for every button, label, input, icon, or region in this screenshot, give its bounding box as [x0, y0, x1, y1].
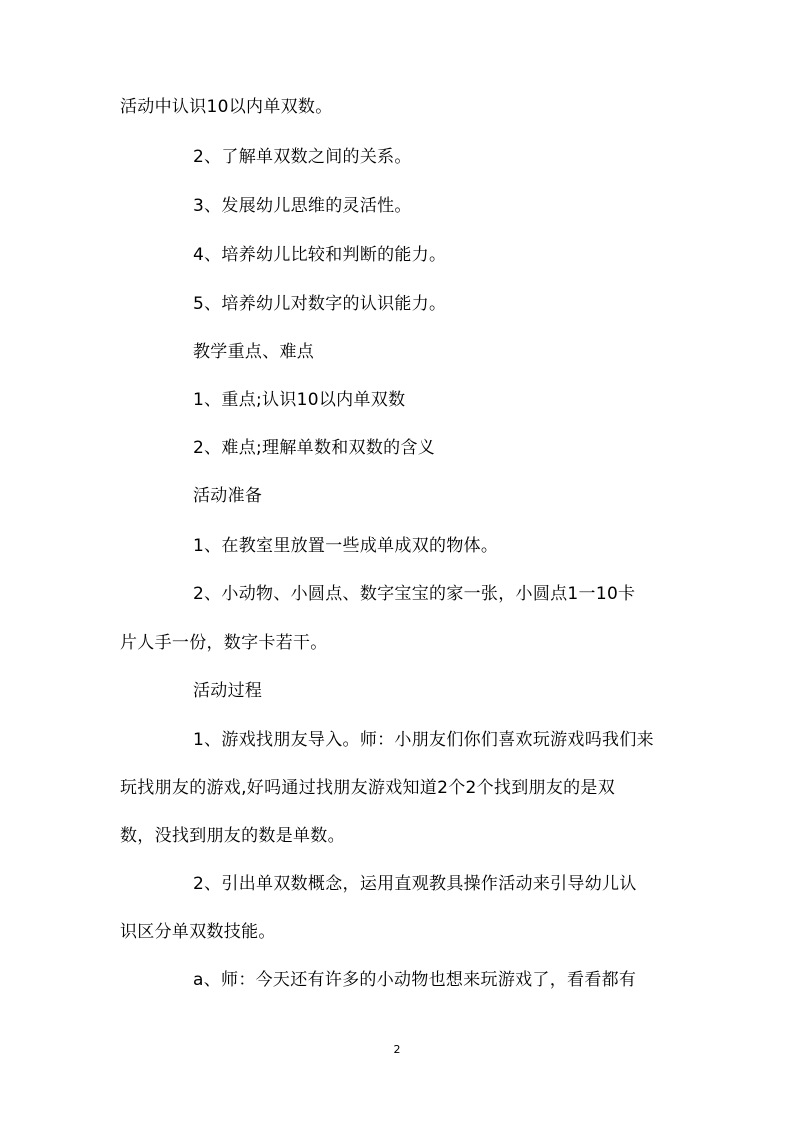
paragraph-line: 活动中认识10以内单双数。	[120, 97, 333, 117]
paragraph-line: 1、在教室里放置一些成单成双的物体。	[193, 536, 499, 556]
paragraph-line: 4、培养幼儿比较和判断的能力。	[193, 245, 447, 265]
page-number: 2	[393, 1043, 401, 1056]
paragraph-line: a、师：今天还有许多的小动物也想来玩游戏了，看看都有	[193, 970, 637, 990]
paragraph-line: 2、引出单双数概念，运用直观教具操作活动来引导幼儿认	[193, 874, 637, 894]
paragraph-line: 1、游戏找朋友导入。师：小朋友们你们喜欢玩游戏吗我们来	[193, 730, 654, 750]
paragraph-line: 识区分单双数技能。	[120, 922, 276, 942]
section-heading: 教学重点、难点	[193, 342, 315, 362]
paragraph-line: 数，没找到朋友的数是单数。	[120, 826, 345, 846]
section-heading: 活动准备	[193, 486, 263, 506]
section-heading: 活动过程	[193, 681, 263, 701]
paragraph-line: 2、难点;理解单数和双数的含义	[193, 438, 436, 458]
paragraph-line: 3、发展幼儿思维的灵活性。	[193, 196, 412, 216]
paragraph-line: 5、培养幼儿对数字的认识能力。	[193, 294, 447, 314]
paragraph-line: 2、小动物、小圆点、数字宝宝的家一张，小圆点1一10卡	[193, 584, 636, 604]
paragraph-line: 1、重点;认识10以内单双数	[193, 390, 406, 410]
paragraph-line: 2、了解单双数之间的关系。	[193, 147, 412, 167]
paragraph-line: 玩找朋友的游戏,好吗通过找朋友游戏知道2个2个找到朋友的是双	[120, 778, 616, 798]
paragraph-line: 片人手一份，数字卡若干。	[120, 633, 328, 653]
